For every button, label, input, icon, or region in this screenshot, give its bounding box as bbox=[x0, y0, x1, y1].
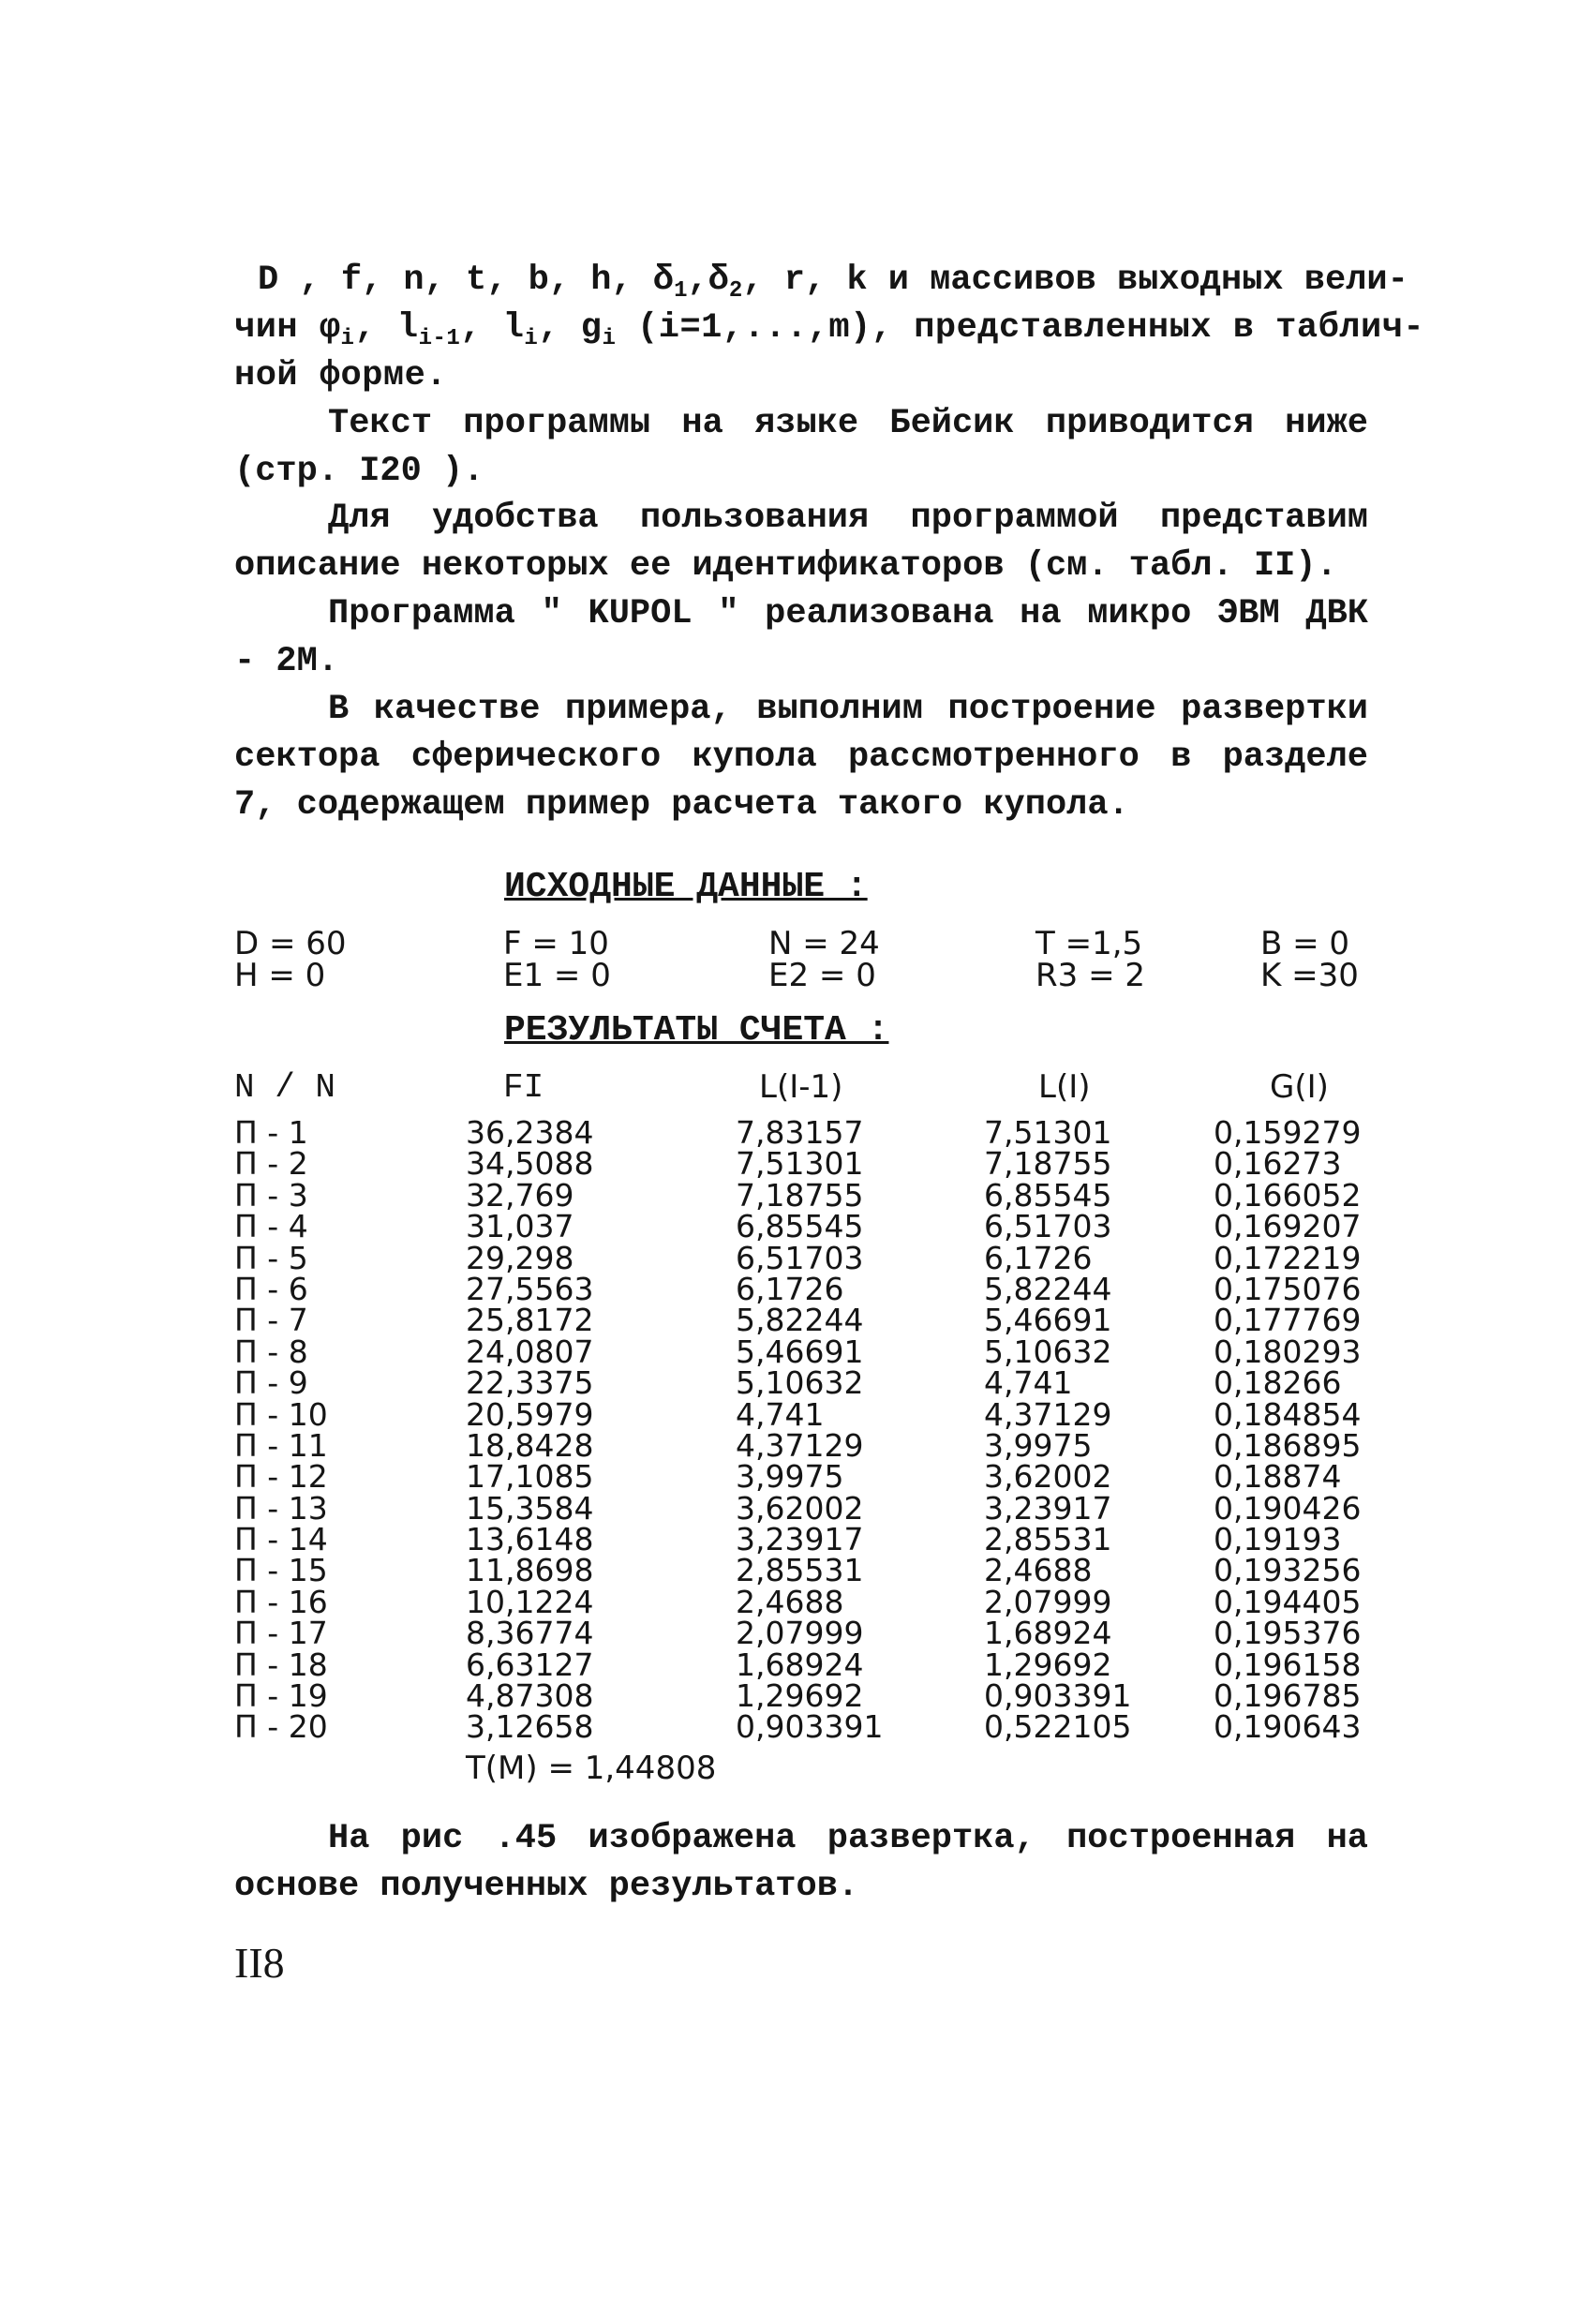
l-value: 5,10632 bbox=[984, 1333, 1112, 1370]
g-value: 0,196785 bbox=[1214, 1677, 1362, 1715]
l-prev-value: 5,10632 bbox=[736, 1364, 864, 1402]
l-value: 0,903391 bbox=[984, 1677, 1132, 1715]
fi-value: 10,1224 bbox=[466, 1583, 594, 1620]
intro-line-2: чин $\varphi_i$, $l_{i-1}$, $l_i$, $g_i$ (i=1,...,m), представленных в таблич- bbox=[234, 308, 1425, 351]
table-row bbox=[0, 1176, 1594, 1214]
row-label: П - 15 bbox=[234, 1552, 328, 1589]
g-value: 0,175076 bbox=[1214, 1270, 1362, 1307]
l-prev-value: 3,9975 bbox=[736, 1458, 844, 1496]
l-value: 3,62002 bbox=[984, 1458, 1112, 1496]
table-row bbox=[0, 1489, 1594, 1527]
results-title: РЕЗУЛЬТАТЫ СЧЕТА : bbox=[504, 1010, 889, 1050]
row-label: П - 4 bbox=[234, 1208, 308, 1245]
l-prev-value: 7,51301 bbox=[736, 1145, 864, 1183]
l-prev-value: 2,07999 bbox=[736, 1615, 864, 1652]
row-label: П - 17 bbox=[234, 1615, 328, 1652]
table-row bbox=[0, 1426, 1594, 1464]
col-header-nn: N / N bbox=[234, 1068, 336, 1107]
g-value: 0,196158 bbox=[1214, 1646, 1362, 1683]
row-label: П - 9 bbox=[234, 1364, 308, 1402]
fi-value: 15,3584 bbox=[466, 1489, 594, 1527]
table-row bbox=[0, 1114, 1594, 1151]
l-prev-value: 5,82244 bbox=[736, 1302, 864, 1339]
table-row bbox=[0, 1552, 1594, 1589]
l-prev-value: 3,23917 bbox=[736, 1521, 864, 1558]
fi-value: 11,8698 bbox=[466, 1552, 594, 1589]
fi-value: 4,87308 bbox=[466, 1677, 594, 1715]
fi-value: 8,36774 bbox=[466, 1615, 594, 1652]
fi-value: 18,8428 bbox=[466, 1426, 594, 1464]
table-row bbox=[0, 1615, 1594, 1652]
row-label: П - 20 bbox=[234, 1708, 328, 1746]
g-value: 0,169207 bbox=[1214, 1208, 1362, 1245]
intro-line-1: D , f, n, t, b, h, $\delta_1,\delta_2$, r, k и массивов выходных вели- bbox=[258, 261, 1408, 304]
g-value: 0,18874 bbox=[1214, 1458, 1342, 1496]
input-d: D = 60 bbox=[234, 925, 347, 962]
input-r3: R3 = 2 bbox=[1035, 957, 1145, 994]
g-value: 0,172219 bbox=[1214, 1239, 1362, 1276]
l-value: 2,4688 bbox=[984, 1552, 1093, 1589]
l-value: 4,741 bbox=[984, 1364, 1073, 1402]
fi-value: 25,8172 bbox=[466, 1302, 594, 1339]
table-row bbox=[0, 1333, 1594, 1370]
fi-value: 27,5563 bbox=[466, 1270, 594, 1307]
input-data-title: ИСХОДНЫЕ ДАННЫЕ : bbox=[504, 867, 868, 907]
l-value: 5,82244 bbox=[984, 1270, 1112, 1307]
fi-value: 6,63127 bbox=[466, 1646, 594, 1683]
l-value: 1,68924 bbox=[984, 1615, 1112, 1652]
l-prev-value: 6,1726 bbox=[736, 1270, 844, 1307]
fi-value: 31,037 bbox=[466, 1208, 574, 1245]
l-value: 0,522105 bbox=[984, 1708, 1132, 1746]
fi-value: 34,5088 bbox=[466, 1145, 594, 1183]
input-b: B = 0 bbox=[1260, 925, 1350, 962]
l-value: 3,23917 bbox=[984, 1489, 1112, 1527]
input-e2: E2 = 0 bbox=[768, 957, 876, 994]
row-label: П - 14 bbox=[234, 1521, 328, 1558]
row-label: П - 7 bbox=[234, 1302, 308, 1339]
paragraph-program-text: Текст программы на языке Бейсик приводится ниже (стр. I20 ). bbox=[234, 404, 1368, 491]
input-n: N = 24 bbox=[768, 925, 880, 962]
row-label: П - 19 bbox=[234, 1677, 328, 1715]
paragraph-figure-reference: На рис .45 изображена развертка, построенная на основе полученных результатов. bbox=[234, 1819, 1368, 1906]
l-prev-value: 1,29692 bbox=[736, 1677, 864, 1715]
input-e1: E1 = 0 bbox=[503, 957, 611, 994]
g-value: 0,166052 bbox=[1214, 1176, 1362, 1214]
col-header-l-prev: L(I-1) bbox=[759, 1068, 843, 1106]
fi-value: 20,5979 bbox=[466, 1395, 594, 1433]
row-label: П - 3 bbox=[234, 1176, 308, 1214]
col-header-fi: FI bbox=[503, 1068, 544, 1107]
fi-value: 22,3375 bbox=[466, 1364, 594, 1402]
l-prev-value: 6,51703 bbox=[736, 1239, 864, 1276]
results-total: T(M) = 1,44808 bbox=[466, 1750, 717, 1787]
l-prev-value: 2,85531 bbox=[736, 1552, 864, 1589]
l-prev-value: 3,62002 bbox=[736, 1489, 864, 1527]
row-label: П - 2 bbox=[234, 1145, 308, 1183]
l-value: 3,9975 bbox=[984, 1426, 1093, 1464]
g-value: 0,16273 bbox=[1214, 1145, 1342, 1183]
row-label: П - 18 bbox=[234, 1646, 328, 1683]
g-value: 0,177769 bbox=[1214, 1302, 1362, 1339]
row-label: П - 10 bbox=[234, 1395, 328, 1433]
g-value: 0,190426 bbox=[1214, 1489, 1362, 1527]
col-header-l: L(I) bbox=[1038, 1068, 1091, 1106]
table-row bbox=[0, 1395, 1594, 1433]
g-value: 0,194405 bbox=[1214, 1583, 1362, 1620]
row-label: П - 11 bbox=[234, 1426, 328, 1464]
fi-value: 13,6148 bbox=[466, 1521, 594, 1558]
fi-value: 3,12658 bbox=[466, 1708, 594, 1746]
g-value: 0,193256 bbox=[1214, 1552, 1362, 1589]
row-label: П - 8 bbox=[234, 1333, 308, 1370]
l-value: 6,51703 bbox=[984, 1208, 1112, 1245]
intro-line-3: ной форме. bbox=[234, 356, 448, 395]
row-label: П - 13 bbox=[234, 1489, 328, 1527]
g-value: 0,18266 bbox=[1214, 1364, 1342, 1402]
col-header-g: G(I) bbox=[1270, 1068, 1329, 1106]
l-prev-value: 0,903391 bbox=[736, 1708, 884, 1746]
g-value: 0,19193 bbox=[1214, 1521, 1342, 1558]
table-row bbox=[0, 1583, 1594, 1620]
row-label: П - 5 bbox=[234, 1239, 308, 1276]
l-prev-value: 4,741 bbox=[736, 1395, 825, 1433]
l-prev-value: 5,46691 bbox=[736, 1333, 864, 1370]
table-row bbox=[0, 1677, 1594, 1715]
fi-value: 36,2384 bbox=[466, 1114, 594, 1151]
g-value: 0,190643 bbox=[1214, 1708, 1362, 1746]
l-value: 7,51301 bbox=[984, 1114, 1112, 1151]
row-label: П - 6 bbox=[234, 1270, 308, 1307]
page-number: II8 bbox=[234, 1939, 285, 1987]
input-h: H = 0 bbox=[234, 957, 326, 994]
l-value: 1,29692 bbox=[984, 1646, 1112, 1683]
table-row bbox=[0, 1145, 1594, 1183]
l-value: 6,85545 bbox=[984, 1176, 1112, 1214]
l-value: 2,85531 bbox=[984, 1521, 1112, 1558]
table-row bbox=[0, 1646, 1594, 1683]
table-row bbox=[0, 1270, 1594, 1307]
table-row bbox=[0, 1302, 1594, 1339]
table-row bbox=[0, 1521, 1594, 1558]
table-row bbox=[0, 1364, 1594, 1402]
l-prev-value: 6,85545 bbox=[736, 1208, 864, 1245]
g-value: 0,159279 bbox=[1214, 1114, 1362, 1151]
paragraph-example: В качестве примера, выполним построение развертки сектора сферического купола рассмотренного в разделе 7, содержащем пример расчета такого купола. bbox=[234, 690, 1368, 825]
paragraph-identifiers: Для удобства пользования программой представим описание некоторых ее идентификаторов (см. табл. II). bbox=[234, 499, 1368, 586]
l-prev-value: 7,83157 bbox=[736, 1114, 864, 1151]
fi-value: 32,769 bbox=[466, 1176, 574, 1214]
input-t: T =1,5 bbox=[1035, 925, 1143, 962]
l-prev-value: 7,18755 bbox=[736, 1176, 864, 1214]
l-prev-value: 1,68924 bbox=[736, 1646, 864, 1683]
l-value: 4,37129 bbox=[984, 1395, 1112, 1433]
table-row bbox=[0, 1208, 1594, 1245]
l-value: 6,1726 bbox=[984, 1239, 1093, 1276]
l-prev-value: 2,4688 bbox=[736, 1583, 844, 1620]
l-value: 7,18755 bbox=[984, 1145, 1112, 1183]
results-table bbox=[0, 1114, 1594, 1746]
fi-value: 17,1085 bbox=[466, 1458, 594, 1496]
g-value: 0,180293 bbox=[1214, 1333, 1362, 1370]
row-label: П - 1 bbox=[234, 1114, 308, 1151]
l-value: 2,07999 bbox=[984, 1583, 1112, 1620]
l-value: 5,46691 bbox=[984, 1302, 1112, 1339]
g-value: 0,184854 bbox=[1214, 1395, 1362, 1433]
l-prev-value: 4,37129 bbox=[736, 1426, 864, 1464]
table-row bbox=[0, 1458, 1594, 1496]
g-value: 0,186895 bbox=[1214, 1426, 1362, 1464]
fi-value: 29,298 bbox=[466, 1239, 574, 1276]
input-f: F = 10 bbox=[503, 925, 609, 962]
table-row bbox=[0, 1708, 1594, 1746]
fi-value: 24,0807 bbox=[466, 1333, 594, 1370]
paragraph-implementation: Программа " KUPOL " реализована на микро ЭВМ ДВК - 2М. bbox=[234, 594, 1368, 681]
row-label: П - 16 bbox=[234, 1583, 328, 1620]
g-value: 0,195376 bbox=[1214, 1615, 1362, 1652]
table-row bbox=[0, 1239, 1594, 1276]
row-label: П - 12 bbox=[234, 1458, 328, 1496]
input-k: K =30 bbox=[1260, 957, 1359, 994]
